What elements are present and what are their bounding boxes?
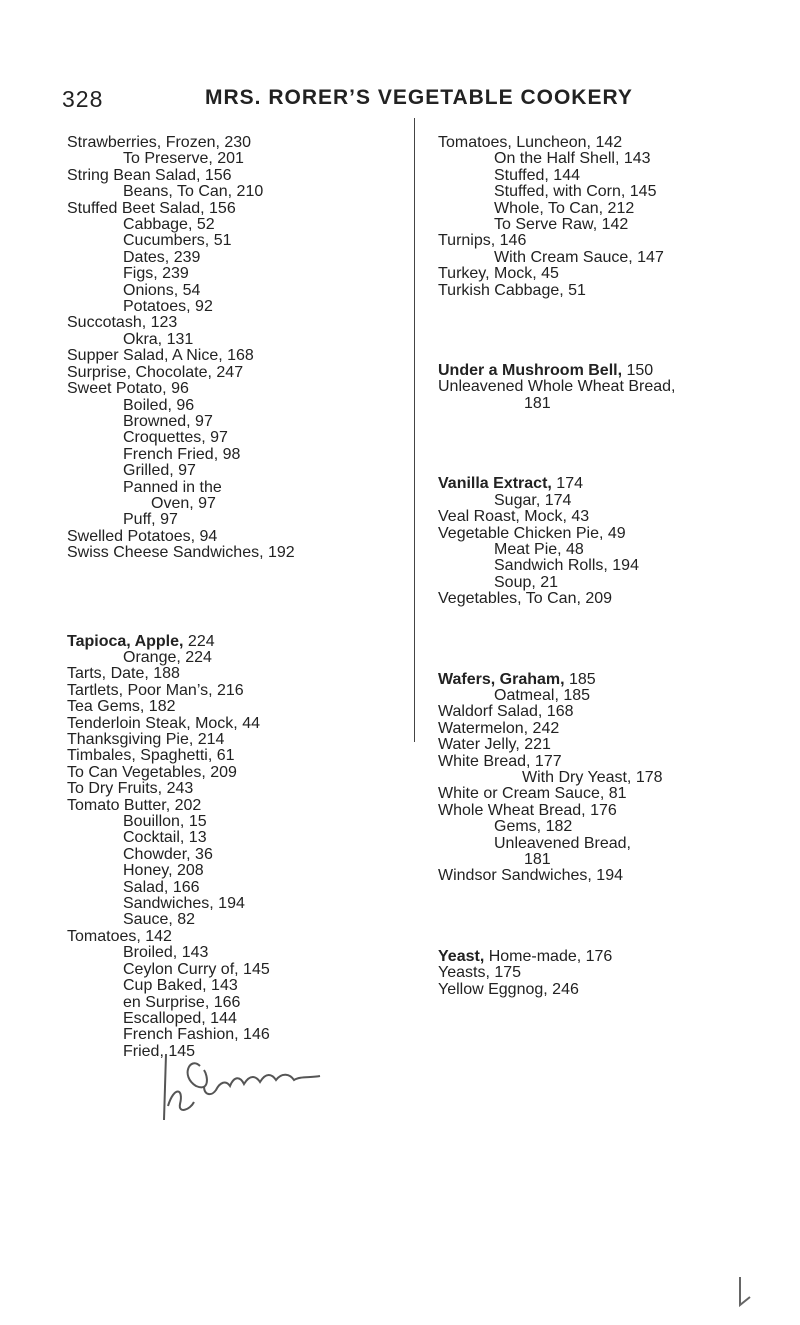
index-entry-text: Vegetable Chicken Pie, 49 [438,524,626,542]
index-entry-text: Unleavened Whole Wheat Bread, [438,378,676,396]
index-subentry [67,912,397,928]
index-entry [67,765,397,781]
running-head: MRS. RORER’S VEGETABLE COOKERY [205,86,633,109]
index-entry-text: 181 [524,851,551,868]
index-entry-text: Ceylon Curry of, 145 [123,960,270,978]
index-subentry [67,880,397,896]
index-entry [438,786,768,802]
index-entry-text: Broiled, 143 [123,944,209,962]
index-entry-text: Puff, 97 [123,511,178,529]
index-entry [67,381,397,397]
index-subentry [438,852,768,868]
index-entry [67,732,397,748]
index-entry-text: Succotash, 123 [67,314,178,332]
index-subentry [67,283,397,299]
index-entry-text: Sugar, 174 [494,491,572,509]
index-subentry [67,233,397,249]
index-subentry [438,819,768,835]
index-entry-text: White or Cream Sauce, 81 [438,785,627,803]
index-subentry [438,184,768,200]
index-entry-text: Browned, 97 [123,412,213,430]
index-entry-text: Cucumbers, 51 [123,232,232,250]
index-entry [438,868,768,884]
index-subentry [438,396,768,412]
index-entry-text: Figs, 239 [123,265,189,283]
index-subentry [67,512,397,528]
index-entry-text: Tea Gems, 182 [67,698,176,716]
index-entry [438,526,768,542]
index-entry [67,365,397,381]
index-subentry [438,250,768,266]
index-entry-text: Salad, 166 [123,878,200,896]
index-letter-heading: Yeast, [438,947,485,965]
handwritten-signature-icon [160,1046,340,1131]
index-letter-heading-entry [438,476,768,492]
index-entry-text: Chowder, 36 [123,845,213,863]
index-entry [438,965,768,981]
index-entry-text: Bouillon, 15 [123,813,207,831]
index-entry-text: 185 [564,670,596,688]
index-entry-text: Home-made, 176 [484,947,613,965]
index-entry-text: Turkish Cabbage, 51 [438,281,586,299]
index-column-right [438,135,768,998]
index-entry-text: Swiss Cheese Sandwiches, 192 [67,544,295,562]
index-subentry [438,770,768,786]
index-subentry [438,558,768,574]
index-entry-text: Tartlets, Poor Man’s, 216 [67,681,244,699]
section-gap [438,608,768,672]
index-subentry [67,995,397,1011]
index-subentry [67,650,397,666]
index-entry-text: Sandwiches, 194 [123,895,245,913]
index-column-left [67,135,397,1060]
index-entry [438,982,768,998]
index-entry-text: Orange, 224 [123,648,212,666]
index-subentry [67,1011,397,1027]
index-entry-text: To Can Vegetables, 209 [67,763,237,781]
index-entry-text: Meat Pie, 48 [494,540,584,558]
section-gap [438,299,768,363]
index-subentry [67,978,397,994]
index-letter-heading-entry [438,363,768,379]
index-subentry [67,945,397,961]
index-entry-text: Okra, 131 [123,330,194,348]
index-entry [67,748,397,764]
index-entry-text: Stuffed, 144 [494,166,580,184]
index-entry-text: Tenderloin Steak, Mock, 44 [67,714,260,732]
index-letter-heading-entry [438,949,768,965]
index-subentry [438,542,768,558]
index-entry [67,716,397,732]
index-entry-text: Unleavened Bread, [494,834,631,852]
index-entry-text: Oatmeal, 185 [494,686,591,704]
index-entry-text: Tomato Butter, 202 [67,796,202,814]
index-subentry [67,217,397,233]
index-entry-text: Tomatoes, Luncheon, 142 [438,134,623,151]
index-entry [438,721,768,737]
index-entry-text: Tarts, Date, 188 [67,665,180,683]
index-entry [438,233,768,249]
index-entry-text: en Surprise, 166 [123,993,241,1011]
index-entry [67,529,397,545]
index-entry-text: To Serve Raw, 142 [494,216,629,234]
index-subentry [67,830,397,846]
index-entry-text: Supper Salad, A Nice, 168 [67,347,254,365]
index-letter-heading-entry [67,634,397,650]
index-subentry [67,299,397,315]
index-entry-text: 150 [622,362,654,380]
index-subentry [67,863,397,879]
index-subentry [438,201,768,217]
index-entry-text: Potatoes, 92 [123,298,213,316]
index-subentry [67,447,397,463]
index-subentry [67,250,397,266]
index-subentry [67,1027,397,1043]
index-entry [67,798,397,814]
index-subentry [67,496,397,512]
index-subentry [438,151,768,167]
index-subentry [67,398,397,414]
index-entry-text: Cabbage, 52 [123,216,215,234]
index-subentry [67,463,397,479]
index-entry [438,704,768,720]
index-subentry [438,168,768,184]
index-entry-text: 174 [551,475,583,493]
index-entry-text: Soup, 21 [494,573,559,591]
index-letter-heading: Wafers, Graham, [438,670,565,688]
index-subentry [67,266,397,282]
index-entry-text: Oven, 97 [151,494,216,512]
index-entry-text: Sweet Potato, 96 [67,380,189,398]
index-entry-text: Water Jelly, 221 [438,736,551,754]
page-number: 328 [62,86,104,112]
index-subentry [67,430,397,446]
index-entry [67,201,397,217]
section-gap [438,885,768,949]
index-entry-text: Honey, 208 [123,862,204,880]
index-entry [67,545,397,561]
index-entry-text: Escalloped, 144 [123,1009,237,1027]
index-subentry [67,962,397,978]
index-entry-text: Whole, To Can, 212 [494,199,635,217]
index-entry-text: To Dry Fruits, 243 [67,780,194,798]
index-entry-text: Yellow Eggnog, 246 [438,980,579,998]
index-entry-text: White Bread, 177 [438,752,562,770]
index-entry-text: Watermelon, 242 [438,719,560,737]
index-subentry [67,414,397,430]
index-entry [438,135,768,151]
index-entry-text: To Preserve, 201 [123,150,244,168]
index-entry-text: Thanksgiving Pie, 214 [67,731,225,748]
index-entry [438,737,768,753]
index-entry-text: Boiled, 96 [123,396,195,414]
index-subentry [438,836,768,852]
index-entry [438,509,768,525]
index-entry-text: Surprise, Chocolate, 247 [67,363,244,381]
index-entry-text: Vegetables, To Can, 209 [438,590,613,608]
index-subentry [67,184,397,200]
index-entry [67,348,397,364]
index-entry-text: Whole Wheat Bread, 176 [438,801,617,819]
index-entry [67,315,397,331]
index-subentry [438,493,768,509]
index-entry-text: Veal Roast, Mock, 43 [438,508,590,526]
index-entry-text: Beans, To Can, 210 [123,183,264,201]
index-letter-heading: Under a Mushroom Bell, [438,362,623,380]
index-entry-text: 224 [183,632,215,650]
index-entry-text: Windsor Sandwiches, 194 [438,867,623,885]
index-entry-text: Panned in the [123,478,222,496]
index-entry-text: Swelled Potatoes, 94 [67,527,218,545]
index-entry-text: Gems, 182 [494,818,573,836]
index-entry-text: Sauce, 82 [123,911,196,929]
index-entry-text: Turkey, Mock, 45 [438,265,559,283]
index-entry-text: Sandwich Rolls, 194 [494,557,639,575]
index-entry-text: Stuffed Beet Salad, 156 [67,199,236,217]
index-entry [67,683,397,699]
index-entry [438,591,768,607]
index-entry [438,754,768,770]
index-entry [67,135,397,151]
column-divider [414,118,415,742]
index-entry-text: Dates, 239 [123,248,201,266]
index-entry-text: Stuffed, with Corn, 145 [494,183,657,201]
index-entry-text: With Dry Yeast, 178 [522,768,663,786]
index-entry [438,379,768,395]
index-entry-text: String Bean Salad, 156 [67,166,232,184]
index-entry-text: Croquettes, 97 [123,429,228,447]
index-entry [438,266,768,282]
index-entry-text: Waldorf Salad, 168 [438,703,574,721]
index-subentry [438,217,768,233]
index-entry-text: Turnips, 146 [438,232,527,250]
index-subentry [438,688,768,704]
index-entry-text: With Cream Sauce, 147 [494,248,664,266]
index-entry [67,666,397,682]
index-entry-text: Yeasts, 175 [438,964,522,982]
index-entry [438,803,768,819]
index-entry [67,781,397,797]
index-letter-heading-entry [438,672,768,688]
pencil-mark-icon [736,1275,756,1314]
index-subentry [67,332,397,348]
index-letter-heading: Tapioca, Apple, [67,632,184,650]
index-entry-text: Fried, 145 [123,1042,196,1060]
index-entry-text: Cup Baked, 143 [123,977,238,995]
index-entry-text: Onions, 54 [123,281,201,299]
index-entry [67,699,397,715]
index-subentry [438,575,768,591]
index-entry-text: French Fried, 98 [123,445,241,463]
index-entry-text: French Fashion, 146 [123,1026,270,1044]
section-gap [67,562,397,634]
index-entry-text: 181 [524,394,551,412]
index-entry-text: Cocktail, 13 [123,829,207,847]
index-subentry [67,480,397,496]
index-entry [67,929,397,945]
index-entry-text: Strawberries, Frozen, 230 [67,134,252,151]
index-entry-text: On the Half Shell, 143 [494,150,651,168]
index-subentry [67,814,397,830]
index-subentry [67,151,397,167]
index-subentry [67,896,397,912]
index-entry [438,283,768,299]
index-entry-text: Timbales, Spaghetti, 61 [67,747,235,765]
index-letter-heading: Vanilla Extract, [438,475,552,493]
index-entry [67,168,397,184]
index-entry-text: Grilled, 97 [123,462,196,480]
index-entry-text: Tomatoes, 142 [67,927,172,945]
index-subentry [67,847,397,863]
section-gap [438,412,768,476]
